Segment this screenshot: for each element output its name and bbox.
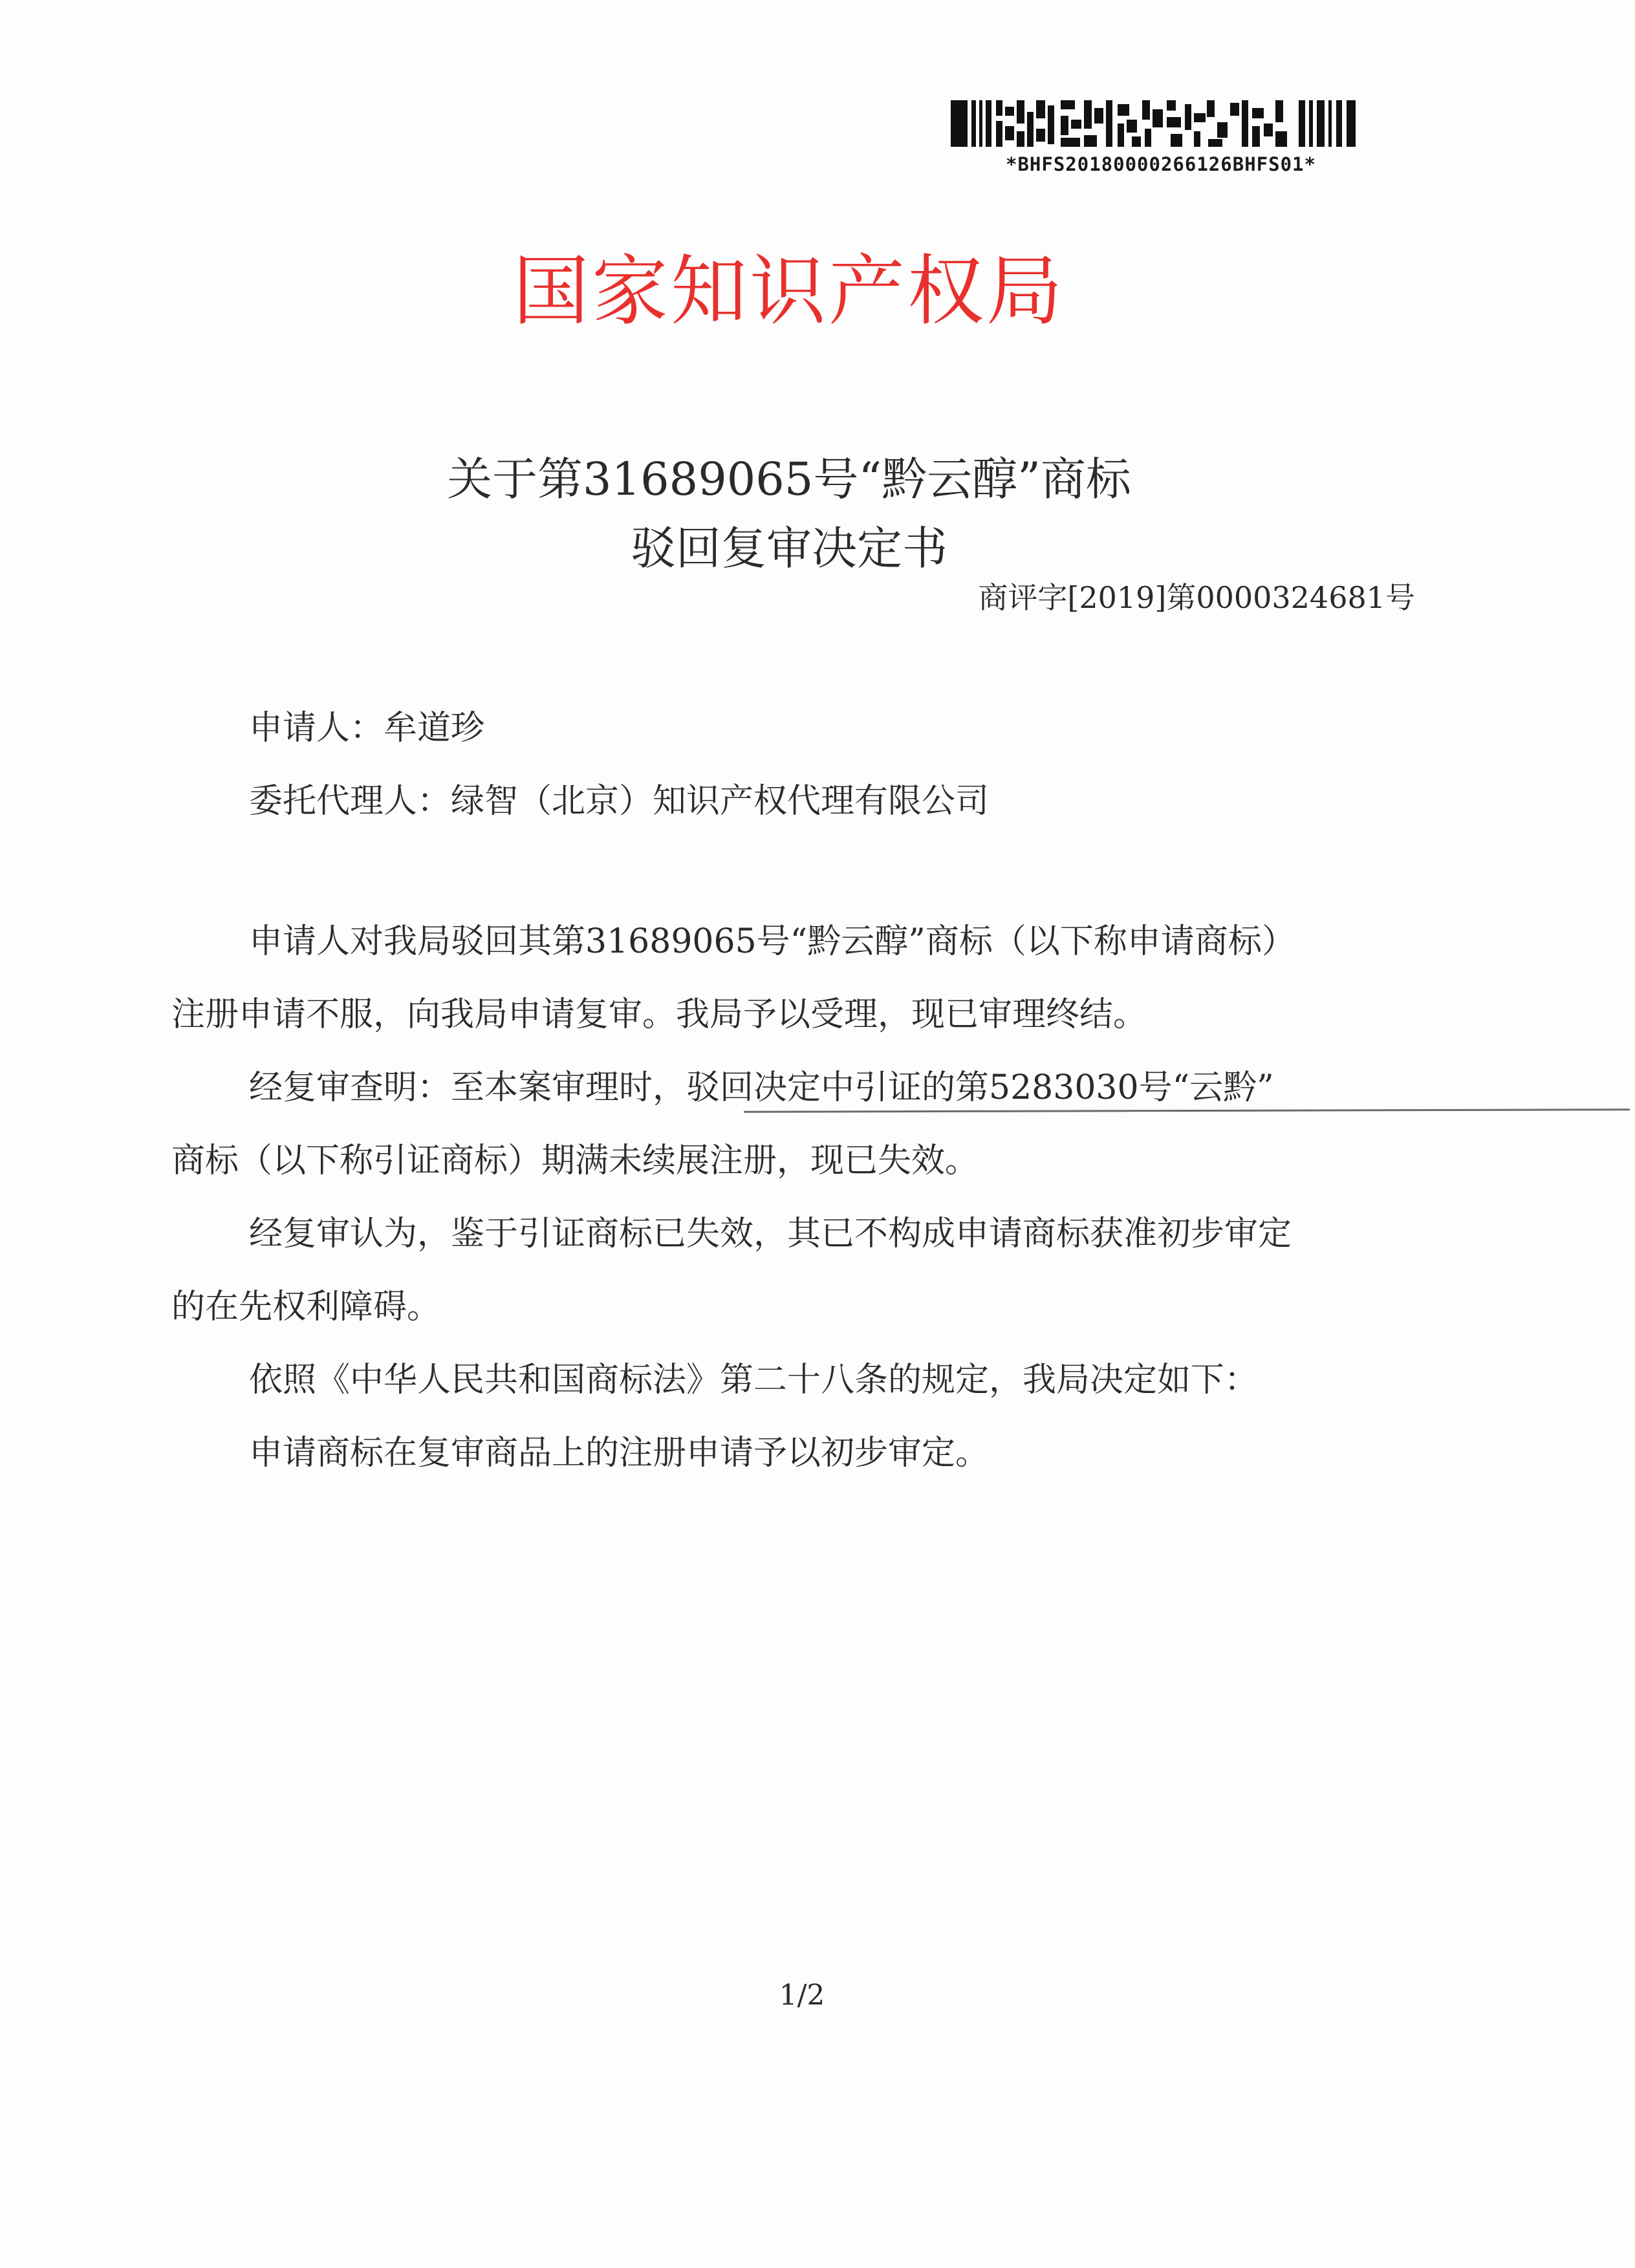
barcode-graphic: [951, 100, 1358, 147]
agent: 委托代理人：绿智（北京）知识产权代理有限公司: [249, 782, 990, 821]
paragraph-line: 注册申请不服，向我局申请复审。我局予以受理，现已审理终结。: [171, 995, 1147, 1034]
document-subtitle: 驳回复审决定书: [631, 522, 947, 575]
paragraph-line: 依照《中华人民共和国商标法》第二十八条的规定，我局决定如下：: [249, 1361, 1259, 1399]
applicant: 申请人：牟道珍: [249, 709, 485, 748]
paragraph-line: 经复审查明：至本案审理时，驳回决定中引证的第5283030号“云黔”: [249, 1068, 1274, 1107]
paragraph-line: 经复审认为，鉴于引证商标已失效，其已不构成申请商标获准初步审定: [249, 1215, 1292, 1253]
paragraph-line: 的在先权利障碍。: [171, 1288, 441, 1326]
document-number: 商评字[2019]第0000324681号: [978, 580, 1415, 615]
paragraph-line: 申请商标在复审商品上的注册申请予以初步审定。: [249, 1434, 990, 1473]
document-title: 关于第31689065号“黔云醇”商标: [447, 453, 1131, 506]
paragraph-line: 商标（以下称引证商标）期满未续展注册，现已失效。: [171, 1141, 979, 1180]
page-number: 1/2: [779, 1979, 825, 2012]
paragraph-line: 申请人对我局驳回其第31689065号“黔云醇”商标（以下称申请商标）: [249, 922, 1295, 961]
barcode: [951, 100, 1365, 178]
issuing-authority: 国家知识产权局: [512, 246, 1065, 336]
barcode-number: *BHFS20180000266126BHFS01*: [1006, 153, 1316, 175]
